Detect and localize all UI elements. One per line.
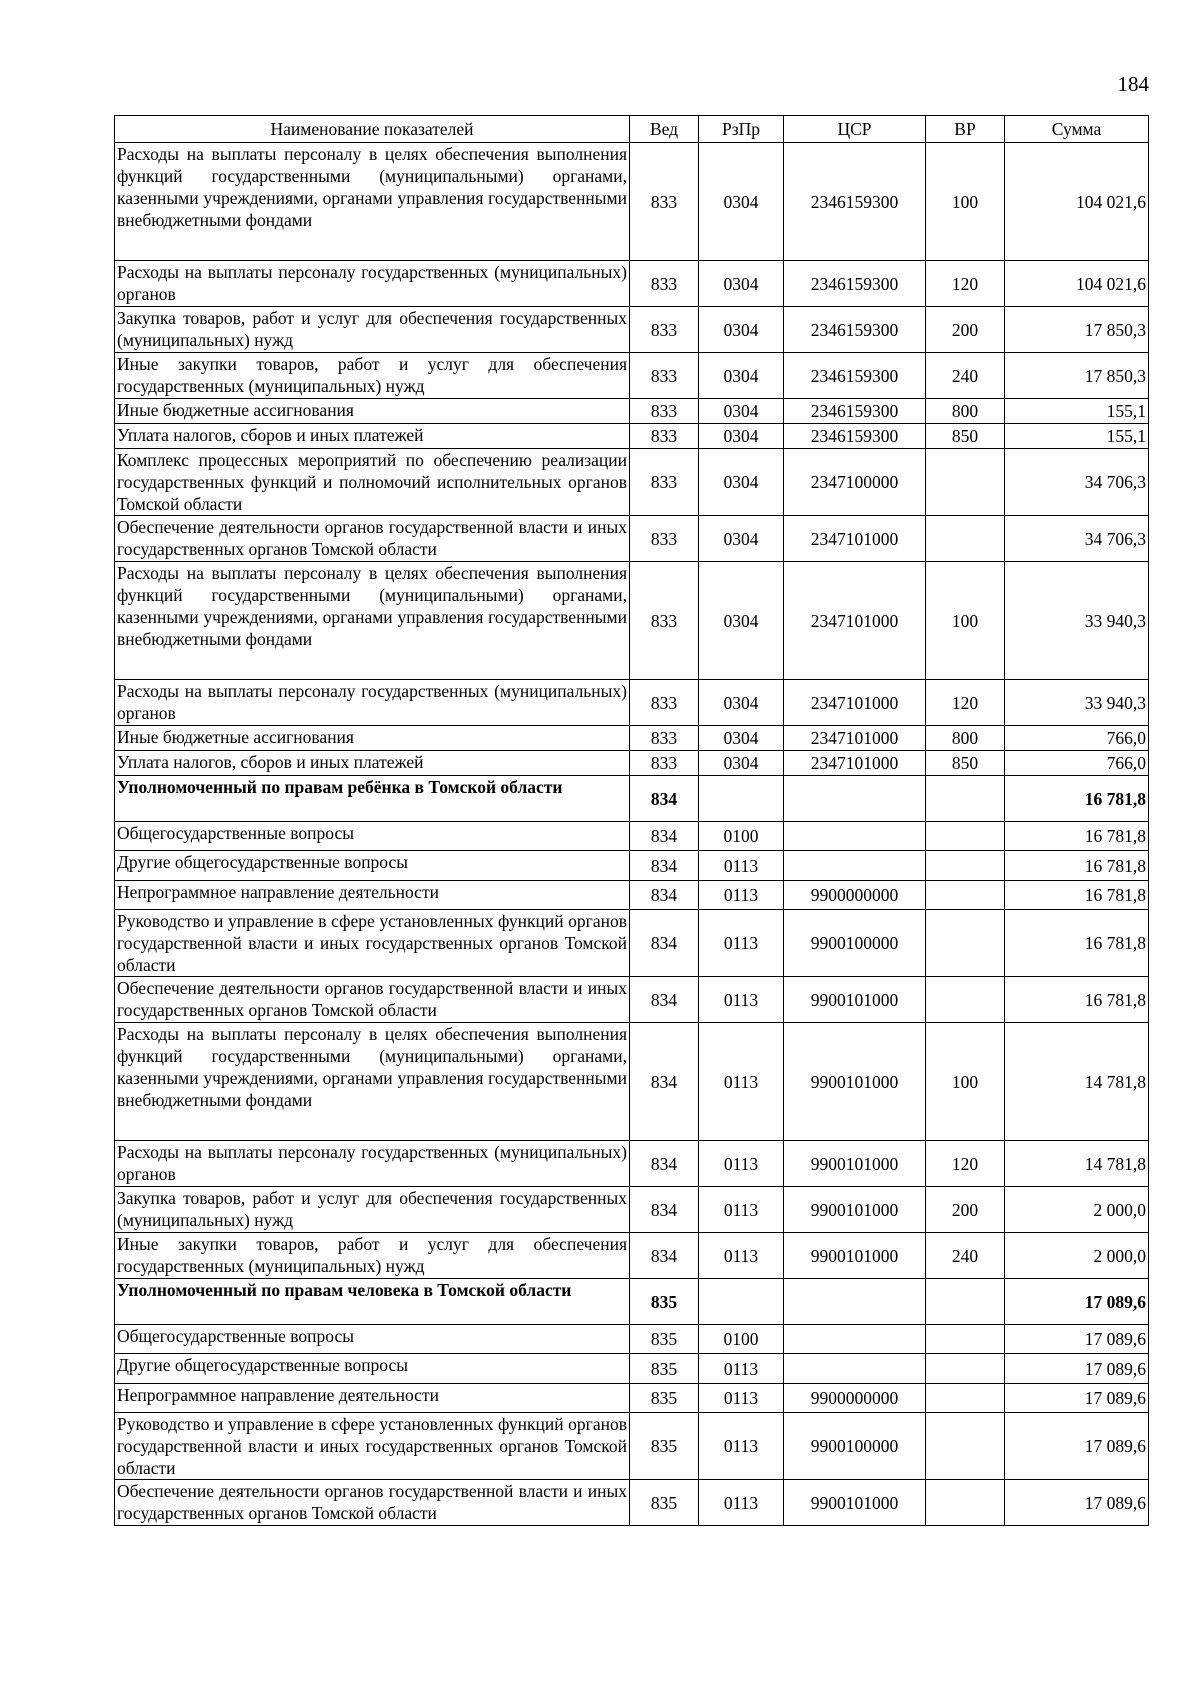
cell-ved: 833 — [630, 726, 699, 751]
cell-rzpr: 0113 — [699, 1023, 784, 1141]
cell-csr: 2346159300 — [784, 424, 926, 449]
column-header-csr: ЦСР — [784, 116, 926, 143]
table-row — [115, 1141, 1149, 1187]
cell-sum: 17 089,6 — [1005, 1480, 1149, 1526]
cell-csr: 9900101000 — [784, 1480, 926, 1526]
cell-vr — [926, 1354, 1005, 1384]
cell-sum: 16 781,8 — [1005, 910, 1149, 977]
cell-rzpr: 0304 — [699, 726, 784, 751]
cell-sum: 766,0 — [1005, 751, 1149, 776]
cell-name: Иные бюджетные ассигнования — [115, 726, 630, 751]
cell-sum: 16 781,8 — [1005, 776, 1149, 822]
cell-vr: 100 — [926, 562, 1005, 680]
cell-sum: 17 089,6 — [1005, 1354, 1149, 1384]
cell-vr — [926, 1279, 1005, 1325]
table-row — [115, 881, 1149, 910]
cell-rzpr: 0304 — [699, 353, 784, 399]
table-row — [115, 1384, 1149, 1413]
cell-sum: 104 021,6 — [1005, 143, 1149, 261]
table-row — [115, 516, 1149, 562]
table-row — [115, 261, 1149, 307]
cell-name: Иные бюджетные ассигнования — [115, 399, 630, 424]
table-row — [115, 1233, 1149, 1279]
cell-ved: 833 — [630, 307, 699, 353]
cell-vr: 100 — [926, 143, 1005, 261]
cell-ved: 834 — [630, 977, 699, 1023]
cell-sum: 17 089,6 — [1005, 1384, 1149, 1413]
column-header-sum: Сумма — [1005, 116, 1149, 143]
cell-csr: 9900101000 — [784, 977, 926, 1023]
cell-vr: 120 — [926, 261, 1005, 307]
cell-csr: 9900101000 — [784, 1023, 926, 1141]
cell-vr — [926, 977, 1005, 1023]
cell-vr — [926, 776, 1005, 822]
cell-ved: 835 — [630, 1413, 699, 1480]
cell-csr — [784, 776, 926, 822]
cell-rzpr: 0113 — [699, 1187, 784, 1233]
cell-vr: 100 — [926, 1023, 1005, 1141]
cell-rzpr: 0304 — [699, 751, 784, 776]
table-row — [115, 1279, 1149, 1325]
table-row — [115, 1413, 1149, 1480]
table-row — [115, 977, 1149, 1023]
cell-vr — [926, 1325, 1005, 1354]
cell-csr — [784, 851, 926, 881]
cell-vr — [926, 516, 1005, 562]
table-row — [115, 822, 1149, 851]
cell-ved: 834 — [630, 822, 699, 851]
cell-rzpr: 0113 — [699, 1480, 784, 1526]
cell-vr — [926, 449, 1005, 516]
column-header-ved: Вед — [630, 116, 699, 143]
cell-csr: 2346159300 — [784, 399, 926, 424]
table-row — [115, 307, 1149, 353]
cell-sum: 17 089,6 — [1005, 1325, 1149, 1354]
cell-vr: 240 — [926, 353, 1005, 399]
cell-vr: 120 — [926, 1141, 1005, 1187]
cell-name: Иные закупки товаров, работ и услуг для обеспечения государственных (муниципальных) нужд — [115, 1233, 630, 1279]
cell-rzpr: 0304 — [699, 516, 784, 562]
cell-ved: 835 — [630, 1384, 699, 1413]
cell-name: Закупка товаров, работ и услуг для обеспечения государственных (муниципальных) нужд — [115, 1187, 630, 1233]
table-row — [115, 776, 1149, 822]
cell-name: Уплата налогов, сборов и иных платежей — [115, 424, 630, 449]
cell-name: Другие общегосударственные вопросы — [115, 1354, 630, 1384]
column-header-name: Наименование показателей — [115, 116, 630, 143]
cell-csr — [784, 1325, 926, 1354]
cell-vr: 850 — [926, 424, 1005, 449]
table-row — [115, 751, 1149, 776]
cell-csr: 9900101000 — [784, 1141, 926, 1187]
cell-rzpr: 0304 — [699, 143, 784, 261]
table-row — [115, 1187, 1149, 1233]
cell-ved: 833 — [630, 353, 699, 399]
table-row — [115, 1023, 1149, 1141]
cell-name: Уполномоченный по правам человека в Томской области — [115, 1279, 630, 1325]
cell-csr: 2347101000 — [784, 680, 926, 726]
table-row — [115, 680, 1149, 726]
cell-vr — [926, 881, 1005, 910]
table-row — [115, 562, 1149, 680]
cell-name: Непрограммное направление деятельности — [115, 1384, 630, 1413]
cell-sum: 155,1 — [1005, 424, 1149, 449]
cell-ved: 834 — [630, 1187, 699, 1233]
cell-ved: 833 — [630, 680, 699, 726]
cell-csr: 9900100000 — [784, 1413, 926, 1480]
cell-csr — [784, 1354, 926, 1384]
table-row — [115, 1480, 1149, 1526]
cell-rzpr: 0113 — [699, 1413, 784, 1480]
table-row — [115, 1354, 1149, 1384]
cell-rzpr: 0113 — [699, 851, 784, 881]
cell-vr: 200 — [926, 307, 1005, 353]
cell-name: Иные закупки товаров, работ и услуг для обеспечения государственных (муниципальных) нужд — [115, 353, 630, 399]
cell-sum: 104 021,6 — [1005, 261, 1149, 307]
cell-csr: 2347101000 — [784, 562, 926, 680]
cell-vr: 200 — [926, 1187, 1005, 1233]
cell-name: Обеспечение деятельности органов государственной власти и иных государственных органов Томской области — [115, 977, 630, 1023]
cell-vr: 800 — [926, 399, 1005, 424]
cell-rzpr: 0113 — [699, 977, 784, 1023]
table-row — [115, 1325, 1149, 1354]
table-row — [115, 851, 1149, 881]
table-row — [115, 353, 1149, 399]
cell-ved: 834 — [630, 1233, 699, 1279]
cell-csr — [784, 1279, 926, 1325]
cell-name: Расходы на выплаты персоналу в целях обеспечения выполнения функций государственными (муниципальными) органами, казенными учреждениями, органами управления государственными внебюджетными фондами — [115, 562, 630, 680]
cell-ved: 835 — [630, 1354, 699, 1384]
cell-sum: 16 781,8 — [1005, 977, 1149, 1023]
cell-ved: 834 — [630, 1141, 699, 1187]
cell-name: Расходы на выплаты персоналу государственных (муниципальных) органов — [115, 680, 630, 726]
cell-ved: 833 — [630, 261, 699, 307]
cell-rzpr: 0113 — [699, 1354, 784, 1384]
cell-ved: 834 — [630, 1023, 699, 1141]
cell-name: Руководство и управление в сфере установленных функций органов государственной власти и иных государственных органов Томской области — [115, 910, 630, 977]
cell-rzpr: 0304 — [699, 261, 784, 307]
cell-name: Комплекс процессных мероприятий по обеспечению реализации государственных функций и полномочий исполнительных органов Томской области — [115, 449, 630, 516]
cell-ved: 834 — [630, 851, 699, 881]
cell-vr — [926, 1480, 1005, 1526]
cell-sum: 17 089,6 — [1005, 1279, 1149, 1325]
cell-sum: 34 706,3 — [1005, 449, 1149, 516]
table-header — [115, 116, 1149, 143]
cell-sum: 155,1 — [1005, 399, 1149, 424]
cell-ved: 833 — [630, 449, 699, 516]
cell-csr: 9900000000 — [784, 1384, 926, 1413]
cell-name: Закупка товаров, работ и услуг для обеспечения государственных (муниципальных) нужд — [115, 307, 630, 353]
cell-name: Другие общегосударственные вопросы — [115, 851, 630, 881]
table-row — [115, 424, 1149, 449]
cell-sum: 17 089,6 — [1005, 1413, 1149, 1480]
cell-name: Обеспечение деятельности органов государственной власти и иных государственных органов Томской области — [115, 516, 630, 562]
cell-rzpr: 0113 — [699, 1384, 784, 1413]
cell-csr: 2347101000 — [784, 726, 926, 751]
cell-ved: 835 — [630, 1480, 699, 1526]
cell-ved: 834 — [630, 910, 699, 977]
cell-rzpr: 0100 — [699, 1325, 784, 1354]
cell-name: Непрограммное направление деятельности — [115, 881, 630, 910]
cell-csr: 9900000000 — [784, 881, 926, 910]
cell-csr: 2346159300 — [784, 353, 926, 399]
cell-ved: 833 — [630, 399, 699, 424]
cell-sum: 34 706,3 — [1005, 516, 1149, 562]
cell-rzpr — [699, 776, 784, 822]
cell-rzpr: 0113 — [699, 1141, 784, 1187]
cell-ved: 833 — [630, 143, 699, 261]
cell-vr — [926, 1413, 1005, 1480]
cell-name: Расходы на выплаты персоналу государственных (муниципальных) органов — [115, 261, 630, 307]
column-header-rzpr: РзПр — [699, 116, 784, 143]
cell-rzpr: 0304 — [699, 449, 784, 516]
cell-ved: 834 — [630, 776, 699, 822]
cell-ved: 833 — [630, 562, 699, 680]
cell-rzpr: 0304 — [699, 680, 784, 726]
cell-ved: 833 — [630, 751, 699, 776]
cell-rzpr: 0304 — [699, 562, 784, 680]
cell-vr: 240 — [926, 1233, 1005, 1279]
cell-csr: 2347101000 — [784, 516, 926, 562]
cell-rzpr: 0304 — [699, 424, 784, 449]
cell-sum: 766,0 — [1005, 726, 1149, 751]
cell-csr: 2346159300 — [784, 307, 926, 353]
cell-sum: 16 781,8 — [1005, 822, 1149, 851]
cell-rzpr: 0113 — [699, 910, 784, 977]
cell-name: Уплата налогов, сборов и иных платежей — [115, 751, 630, 776]
cell-vr: 850 — [926, 751, 1005, 776]
cell-name: Общегосударственные вопросы — [115, 1325, 630, 1354]
cell-sum: 14 781,8 — [1005, 1023, 1149, 1141]
cell-sum: 17 850,3 — [1005, 353, 1149, 399]
cell-sum: 17 850,3 — [1005, 307, 1149, 353]
cell-name: Обеспечение деятельности органов государственной власти и иных государственных органов Томской области — [115, 1480, 630, 1526]
cell-name: Руководство и управление в сфере установленных функций органов государственной власти и иных государственных органов Томской области — [115, 1413, 630, 1480]
cell-vr: 120 — [926, 680, 1005, 726]
cell-vr: 800 — [926, 726, 1005, 751]
cell-rzpr: 0113 — [699, 1233, 784, 1279]
cell-rzpr: 0304 — [699, 399, 784, 424]
cell-ved: 835 — [630, 1279, 699, 1325]
cell-rzpr: 0113 — [699, 881, 784, 910]
cell-csr: 2346159300 — [784, 261, 926, 307]
cell-csr: 9900100000 — [784, 910, 926, 977]
cell-vr — [926, 822, 1005, 851]
cell-name: Расходы на выплаты персоналу государственных (муниципальных) органов — [115, 1141, 630, 1187]
cell-csr — [784, 822, 926, 851]
cell-rzpr: 0100 — [699, 822, 784, 851]
table-row — [115, 910, 1149, 977]
cell-sum: 2 000,0 — [1005, 1187, 1149, 1233]
cell-ved: 833 — [630, 516, 699, 562]
cell-sum: 16 781,8 — [1005, 881, 1149, 910]
cell-sum: 33 940,3 — [1005, 680, 1149, 726]
cell-csr: 9900101000 — [784, 1233, 926, 1279]
budget-table — [114, 115, 1149, 1526]
page-number: 184 — [1117, 72, 1149, 96]
table-row — [115, 399, 1149, 424]
cell-name: Расходы на выплаты персоналу в целях обеспечения выполнения функций государственными (муниципальными) органами, казенными учреждениями, органами управления государственными внебюджетными фондами — [115, 1023, 630, 1141]
cell-vr — [926, 851, 1005, 881]
column-header-vr: ВР — [926, 116, 1005, 143]
cell-name: Расходы на выплаты персоналу в целях обеспечения выполнения функций государственными (муниципальными) органами, казенными учреждениями, органами управления государственными внебюджетными фондами — [115, 143, 630, 261]
cell-sum: 33 940,3 — [1005, 562, 1149, 680]
cell-sum: 2 000,0 — [1005, 1233, 1149, 1279]
table-row — [115, 726, 1149, 751]
cell-ved: 835 — [630, 1325, 699, 1354]
cell-csr: 9900101000 — [784, 1187, 926, 1233]
cell-rzpr: 0304 — [699, 307, 784, 353]
cell-name: Общегосударственные вопросы — [115, 822, 630, 851]
cell-csr: 2347100000 — [784, 449, 926, 516]
cell-name: Уполномоченный по правам ребёнка в Томской области — [115, 776, 630, 822]
cell-ved: 833 — [630, 424, 699, 449]
table-row — [115, 449, 1149, 516]
cell-sum: 16 781,8 — [1005, 851, 1149, 881]
table-row — [115, 143, 1149, 261]
cell-ved: 834 — [630, 881, 699, 910]
cell-sum: 14 781,8 — [1005, 1141, 1149, 1187]
cell-rzpr — [699, 1279, 784, 1325]
cell-csr: 2347101000 — [784, 751, 926, 776]
cell-vr — [926, 910, 1005, 977]
cell-vr — [926, 1384, 1005, 1413]
cell-csr: 2346159300 — [784, 143, 926, 261]
